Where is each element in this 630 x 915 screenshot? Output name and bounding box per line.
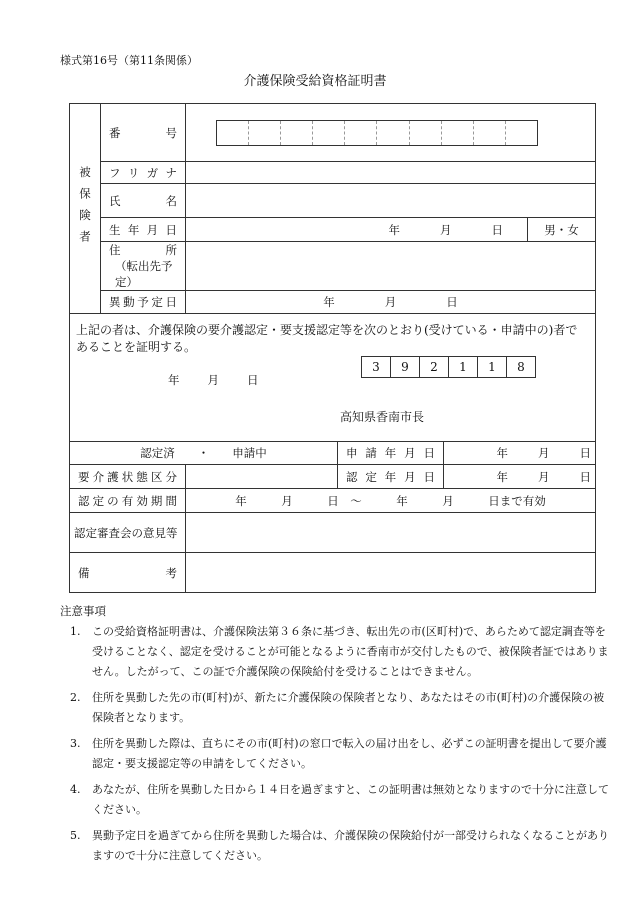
cert-month: 月 [538, 469, 550, 484]
remarks-field[interactable] [186, 553, 596, 593]
list-item: 2. 住所を異動した先の市(町村)が、新たに介護保険の保険者となり、あなたはその市(町村)の介護保険の被保険者となります。 [70, 691, 605, 724]
form-number: 様式第16号（第11条関係） [60, 54, 198, 67]
code-digit: 9 [391, 357, 420, 377]
birth-date-field[interactable] [186, 218, 528, 242]
move-label: 異 動 予 定 日 [101, 291, 186, 314]
cert-date-field[interactable] [444, 465, 596, 489]
gender-field[interactable]: 男・女 [528, 218, 596, 242]
furigana-label: フ リ ガ ナ [101, 162, 186, 184]
care-level-label: 要 介 護 状 態 区 分 [70, 465, 186, 489]
apply-date-label: 申 請 年 月 日 [338, 442, 444, 465]
address-field[interactable] [186, 242, 596, 291]
remarks-label: 備 考 [70, 553, 186, 593]
move-month: 月 [384, 295, 397, 309]
code-digit: 1 [478, 357, 507, 377]
apply-month: 月 [538, 446, 550, 460]
valid-period-label: 認 定 の 有 効 期 間 [70, 489, 186, 513]
certification-block [70, 314, 596, 442]
birth-label: 生 年 月 日 [101, 218, 186, 242]
cert-date-label: 認 定 年 月 日 [338, 465, 444, 489]
list-item: 5. 異動予定日を過ぎてから住所を異動した場合は、介護保険の保険給付が一部受けられなくなることがありますので十分に注意してください。 [70, 829, 609, 862]
move-day: 日 [446, 295, 458, 309]
apply-date-field[interactable] [444, 442, 596, 465]
opinion-field[interactable] [186, 513, 596, 553]
insured-number-boxes[interactable] [216, 120, 538, 146]
opinion-label: 認定審査会の意見等 [70, 513, 186, 553]
list-item: 1. この受給資格証明書は、介護保険法第３６条に基づき、転出先の市(区町村)で、あらためて認定調査等を受けることなく、認定を受けることが可能となるように香南市が交付したもので、被保険者証ではありません。したがって、この証で介護保険の保険給付を受けることはできません。 [70, 625, 609, 678]
valid-period-field[interactable]: 年 月 日 ～ 年 月 日まで有効 [186, 489, 596, 513]
birth-year: 年 [388, 222, 400, 237]
certificate-table [69, 103, 596, 593]
notes-title: 注意事項 [60, 604, 106, 618]
name-label: 氏 名 [101, 184, 186, 218]
number-label: 番 号 [101, 104, 186, 162]
address-label: 住 所 （転出先予定） [101, 242, 186, 291]
certification-text: 上記の者は、介護保険の要介護認定・要支援認定等を次のとおり(受けている・申請中の)者であることを証明する。 [76, 323, 578, 354]
code-digit: 8 [517, 360, 525, 374]
address-sub-label: （転出先予定） [115, 259, 173, 289]
cert-issue-month: 月 [207, 373, 219, 387]
cert-year: 年 [496, 469, 508, 484]
issuer-name: 高知県香南市長 [340, 410, 425, 424]
cert-issue-day: 日 [247, 373, 259, 387]
list-item: 3. 住所を異動した際は、直ちにその市(町村)の窓口で転入の届け出をし、必ずこの証明書を提出して要介護認定・要支援認定等の申請をしてください。 [70, 737, 607, 770]
status-text[interactable]: 認定済 ・ 申請中 [70, 442, 338, 465]
birth-month: 月 [440, 222, 452, 237]
apply-year: 年 [496, 446, 508, 460]
notes-list [70, 622, 610, 872]
move-date-field[interactable] [186, 291, 596, 314]
cert-issue-year: 年 [168, 373, 180, 387]
furigana-field[interactable] [186, 162, 596, 184]
name-field[interactable] [186, 184, 596, 218]
insurer-code-boxes [361, 356, 536, 378]
code-digit: 3 [362, 357, 391, 377]
apply-day: 日 [579, 446, 591, 460]
insured-number-cell[interactable] [186, 104, 596, 162]
document-title: 介護保険受給資格証明書 [243, 74, 387, 89]
code-digit: 2 [420, 357, 449, 377]
insured-group-label: 被保険者 [70, 104, 101, 314]
cert-day: 日 [579, 469, 591, 484]
care-level-field[interactable] [186, 465, 338, 489]
code-digit: 1 [449, 357, 478, 377]
move-year: 年 [323, 295, 335, 309]
birth-day: 日 [491, 222, 503, 237]
list-item: 4. あなたが、住所を異動した日から１４日を過ぎますと、この証明書は無効となりますので十分に注意してください。 [70, 783, 609, 816]
